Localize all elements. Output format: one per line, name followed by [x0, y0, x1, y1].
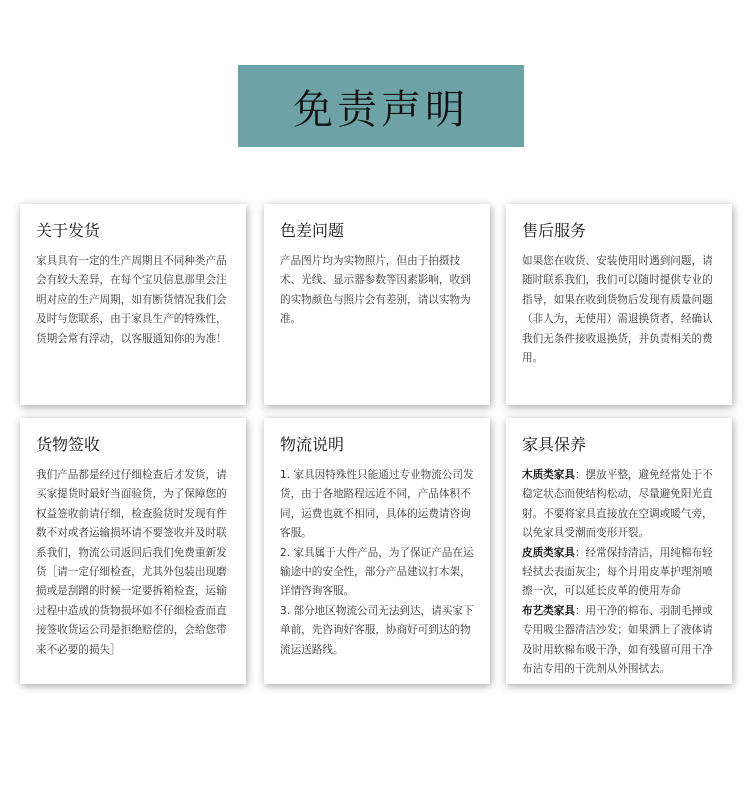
card-after-sales [506, 204, 732, 405]
card-title: 色差问题 [280, 221, 345, 240]
card-receipt [20, 418, 246, 684]
page-title: 免责声明 [293, 86, 469, 133]
card-logistics [264, 418, 490, 684]
title-banner [238, 65, 524, 147]
logistics-paragraph: 3. 部分地区物流公司无法到达，请买家下单前，先咨询好客服，协商好可到达的物流运送路线。 [280, 604, 474, 656]
card-maintenance [506, 418, 732, 684]
card-title: 家具保养 [522, 435, 587, 454]
card-shipping [20, 204, 246, 405]
maintenance-item [522, 602, 720, 680]
maintenance-item [522, 544, 720, 602]
maintenance-item-label: 皮质类家具 [522, 546, 575, 559]
card-title: 关于发货 [36, 221, 101, 240]
card-body: 家具具有一定的生产周期且不同种类产品会有较大差异，在每个宝贝信息那里会注明对应的生产周期，如有断货情况我们会及时与您联系，由于家具生产的特殊性，货期会常有浮动，以客服通知你的为准！ [36, 255, 227, 345]
maintenance-item-text: ：经常保持清洁，用纯棉布轻轻拭去表面灰尘；每个月用皮革护理剂喷擦一次，可以延长皮革的使用寿命 [522, 546, 713, 598]
card-body: 产品图片均为实物照片，但由于拍摄技术、光线、显示器参数等因素影响，收到的实物颜色与照片会有差别，请以实物为准。 [280, 255, 471, 326]
card-body [522, 466, 720, 679]
card-body: 如果您在收货、安装使用时遇到问题，请随时联系我们，我们可以随时提供专业的指导，如果在收到货物后发现有质量问题（非人为，无使用）需退换货者，经确认我们无条件接收退换货，并负责相关的费用。 [522, 255, 713, 365]
maintenance-item [522, 466, 720, 544]
card-title: 物流说明 [280, 435, 345, 454]
card-color-difference [264, 204, 490, 405]
logistics-paragraph: 1. 家具因特殊性只能通过专业物流公司发货，由于各地路程远近不同，产品体积不同，运费也就不相同，具体的运费请咨询客服。 [280, 469, 474, 540]
maintenance-item-label: 木质类家具 [522, 469, 575, 481]
maintenance-item-text: ：摆放平整，避免经常处于不稳定状态而使结构松动，尽量避免阳光直射。不要将家具直接放在空调或暖气旁，以免家具受潮而变形开裂。 [522, 469, 713, 540]
logistics-paragraph: 2. 家具属于大件产品，为了保证产品在运输途中的安全性，部分产品建议打木架，详情咨询客服。 [280, 546, 474, 598]
maintenance-item-text: ：用干净的棉布、羽制毛掸或专用吸尘器清洁沙发；如果洒上了液体请及时用软棉布吸干净，如有残留可用干净布沾专用的干洗剂从外围拭去。 [522, 604, 713, 676]
card-body: 我们产品都是经过仔细检查后才发货，请买家提货时最好当面验货，为了保障您的权益签收前请仔细，检查验货时发现有件数不对或者运输损坏请不要签收并及时联系我们，物流公司返回后我们免费重新发货［请一定仔细检查，尤其外包装出现磨损或是刮蹭的时候一定要拆箱检查，运输过程中造成的货物损坏如不仔细检查而直接签收货运公司是拒绝赔偿的，会给您带来不必要的损失］ [36, 469, 227, 656]
maintenance-item-label: 布艺类家具 [522, 604, 575, 617]
card-title: 货物签收 [36, 435, 101, 454]
card-title: 售后服务 [522, 221, 587, 240]
card-body [280, 466, 478, 660]
